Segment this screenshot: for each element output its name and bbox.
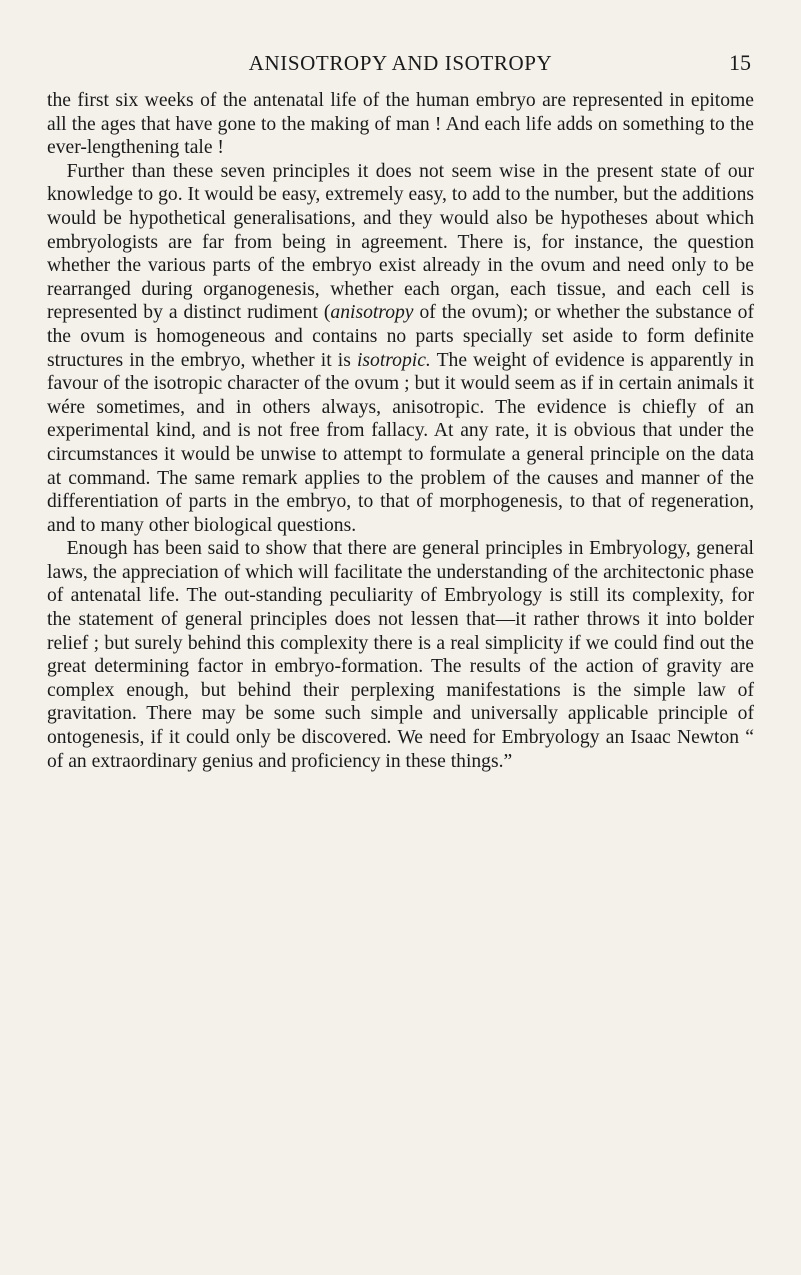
paragraph-text: Enough has been said to show that there are general principles in Embryology, general laws, the appreciation of which will facilitate the understanding of the architectonic phase of antenatal life. The out-standing peculiarity of Embryology is still its complexity, for the statement of general principles does not lessen that—it rather throws it into bolder relief ; but surely behind this complexity there is a real simplicity if we could find out the great determining factor in embryo-formation. The results of the action of gravity are complex enough, but behind their perplexing manifestations is the simple law of gravitation. There may be some such simple and universally applicable principle of ontogenesis, if it could only be discovered. We need for Embryology an Isaac Newton “ of an extraordinary genius and proficiency in these things.” (47, 538, 754, 772)
italic-term-isotropic: isotropic. (356, 349, 431, 371)
paragraph-text: Further than these seven principles it does not seem wise in the present state of our knowledge to go. It would be easy, extremely easy, to add to the number, but the additions would be hypothetical generalisations, and they would also be hypotheses about which embryologists are far from being in agreement. There is, for instance, the question whether the various parts of the embryo exist already in the ovum and need only to be rearranged during organogenesis, whether each organ, each tissue, and each cell is represented by a distinct rudiment ( (47, 160, 754, 324)
paragraph-anisotropy (47, 160, 754, 538)
italic-term-anisotropy: anisotropy (330, 302, 414, 324)
page-number: 15 (729, 50, 751, 75)
body-text (47, 89, 754, 773)
running-title: ANISOTROPY AND ISOTROPY (248, 51, 553, 75)
paragraph-text: The weight of evidence is apparently in favour of the isotropic character of the ovum ; but it would seem as if in certain animals it wére sometimes, and in others always, anisotropic. The evidence is chiefly of an experimental kind, and is not free from fallacy. At any rate, it is obvious that under the circumstances it would be unwise to attempt to formulate a general principle on the data at command. The same remark applies to the problem of the causes and manner of the differentiation of parts in the embryo, to that of morphogenesis, to that of regeneration, and to many other biological questions. (47, 349, 754, 536)
paragraph-text: of the ovum); or whether the substance of the ovum is homogeneous and contains no parts specially set aside to form definite structures in the embryo, whether it is (47, 302, 754, 371)
paragraph-general-principles (47, 537, 754, 773)
paragraph-continuation: the first six weeks of the antenatal life of the human embryo are represented in epitome all the ages that have gone to the making of man ! And each life adds on something to the ever-lengthening tale ! (47, 90, 754, 159)
running-head (0, 48, 801, 78)
